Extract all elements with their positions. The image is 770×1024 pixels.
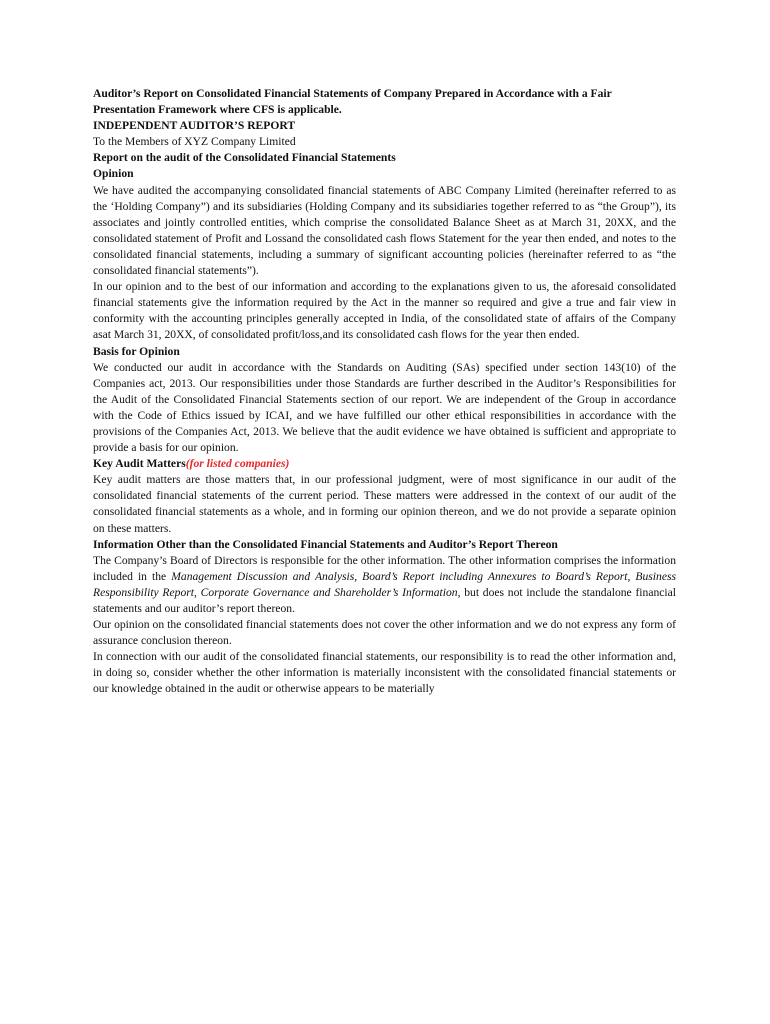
other-info-p1-end: , but does not include the standalone financial statements and our auditor’s report thereon. — [93, 585, 677, 615]
kam-paragraph: Key audit matters are those matters that, in our professional judgment, were of most significance in our audit of the consolidated financial statements of the current period. These matters were addressed in the context of our audit of the consolidated financial statements as a whole, and in forming our opinion thereon, and we do not provide a separate opinion on these matters. — [93, 473, 676, 535]
opinion-paragraph-2: In our opinion and to the best of our information and according to the explanations given to us, the aforesaid consolidated financial statements give the information required by the Act in the manner so required and give a true and fair view in conformity with the accounting principles generally accepted in India, of the consolidated state of affairs of the Company asat March 31, 20XX, of consolidated profit/loss,and its consolidated cash flows for the year then ended. — [93, 280, 676, 342]
addressee: To the Members of XYZ Company Limited — [93, 135, 296, 149]
opinion-heading: Opinion — [93, 167, 134, 181]
other-info-heading: Information Other than the Consolidated Financial Statements and Auditor’s Report Thereon — [93, 537, 558, 551]
other-info-p1-italic: Management Discussion and Analysis, Board’s Report including Annexures to Board’s Report, Business Responsibility Report, Corporate Governance and Shareholder’s Information — [93, 569, 676, 599]
other-info-paragraph-1 — [93, 553, 676, 617]
other-info-paragraph-3: In connection with our audit of the consolidated financial statements, our responsibility is to read the other information and, in doing so, consider whether the other information is materially inconsistent with the consolidated financial statements or our knowledge obtained in the audit or otherwise appears to be materially — [93, 650, 676, 696]
kam-heading-text: Key Audit Matters — [93, 457, 186, 471]
basis-heading: Basis for Opinion — [93, 344, 180, 358]
kam-heading — [93, 456, 676, 472]
kam-listed-note: (for listed companies) — [185, 457, 290, 471]
document-body — [93, 86, 676, 698]
report-heading: INDEPENDENT AUDITOR’S REPORT — [93, 119, 296, 133]
section-heading: Report on the audit of the Consolidated Financial Statements — [93, 151, 396, 165]
document-title: Auditor’s Report on Consolidated Financial Statements of Company Prepared in Accordance with a Fair Presentation Framework where CFS is applicable. — [93, 87, 612, 117]
opinion-paragraph-1: We have audited the accompanying consolidated financial statements of ABC Company Limited (hereinafter referred to as the ‘Holding Company”) and its subsidiaries (Holding Company and its subsidiaries together referred to as “the Group”), its associates and jointly controlled entities, which comprise the consolidated Balance Sheet as at March 31, 20XX, and the consolidated statement of Profit and Lossand the consolidated cash flows Statement for the year then ended, and notes to the consolidated financial statements, including a summary of significant accounting policies (hereinafter referred to as “the consolidated financial statements”). — [93, 183, 676, 278]
other-info-p1-start: The Company’s Board of Directors is responsible for the other information. The other information comprises the information included in the — [93, 553, 676, 583]
basis-paragraph: We conducted our audit in accordance with the Standards on Auditing (SAs) specified under section 143(10) of the Companies act, 2013. Our responsibilities under those Standards are further described in the Auditor’s Responsibilities for the Audit of the Consolidated Financial Statements section of our report. We are independent of the Group in accordance with the Code of Ethics issued by ICAI, and we have fulfilled our other ethical responsibilities in accordance with the provisions of the Companies Act, 2013. We believe that the audit evidence we have obtained is sufficient and appropriate to provide a basis for our opinion. — [93, 360, 676, 455]
other-info-paragraph-2: Our opinion on the consolidated financial statements does not cover the other information and we do not express any form of assurance conclusion thereon. — [93, 618, 676, 648]
